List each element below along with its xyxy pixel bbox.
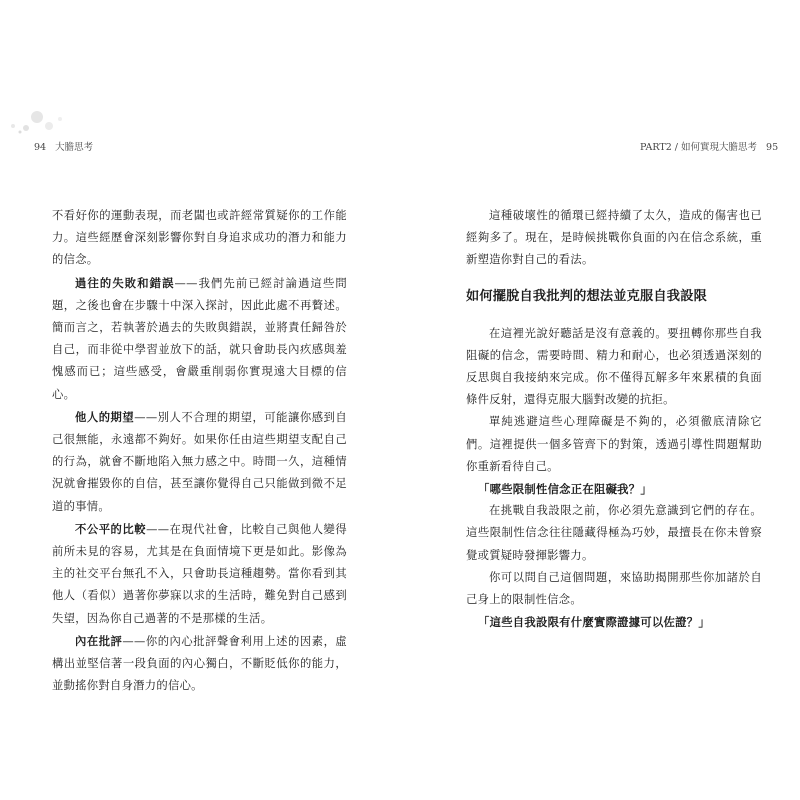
paragraph [52,630,347,698]
paragraph-keyword: 不公平的比較 [75,521,147,536]
left-page-body [52,205,347,697]
paragraph-keyword: 內在批評 [75,633,123,648]
left-page-number: 94 [34,142,47,153]
paragraph: 你可以問自己這個問題，來協助揭開那些你加諸於自己身上的限制性信念。 [466,570,762,607]
paragraph-keyword: 過往的失敗和錯誤 [75,275,175,290]
paragraph-text: ——我們先前已經討論過這些問題，之後也會在步驟十中深入探討，因此此處不再贅述。簡而言之，若執著於過去的失敗與錯誤，並將責任歸咎於自己，而非從中學習並放下的話，就只會助長內疚感與羞愧感而已；這些感受，會嚴重削弱你實現遠大目標的信心。 [52,276,348,401]
paragraph [52,518,347,630]
guiding-question: 「哪些限制性信念正在阻礙我？」 [478,482,652,497]
guiding-question: 「這些自我設限有什麼實際證據可以佐證？」 [478,615,710,630]
left-book-title: 大膽思考 [55,142,94,153]
section-heading: 如何擺脫自我批判的想法並克服自我設限 [466,288,707,304]
left-running-header [34,139,93,153]
paragraph: 在挑戰自我設限之前，你必須先意識到它們的存在。這些限制性信念往往隱藏得極為巧妙，最擅長在你未曾察覺或質疑時發揮影響力。 [466,504,762,562]
paragraph-keyword: 他人的期望 [75,409,135,424]
right-chapter-title: PART2 / 如何實現大膽思考 [640,142,757,153]
paragraph-text: ——別人不合理的期望，可能讓你感到自己很無能，永遠都不夠好。如果你任由這些期望支配自己的行為，就會不斷地陷入無力感之中。時間一久，這種情況就會摧毀你的自信，甚至讓你覺得自己只能做到微不足道的事情。 [52,410,347,513]
paragraph [52,406,347,518]
paragraph: 不看好你的運動表現，而老闆也或許經常質疑你的工作能力。這些經歷會深刻影響你對自身追求成功的潛力和能力的信念。 [52,209,347,267]
paragraph-text: ——在現代社會，比較自己與他人變得前所未見的容易，尤其是在負面情境下更是如此。影像為主的社交平台無孔不入，只會助長這種趨勢。當你看到其他人（看似）過著你夢寐以求的生活時，難免對自己感到失望，因為你自己過著的不是那樣的生活。 [52,522,347,625]
paragraph: 這種破壞性的循環已經持續了太久，造成的傷害也已經夠多了。現在，是時候挑戰你負面的內在信念系統，重新塑造你對自己的看法。 [466,209,762,267]
decorative-dots [0,0,90,150]
paragraph-text: ——你的內心批評聲會利用上述的因素，虛構出並堅信著一段負面的內心獨白，不斷貶低你的能力，並動搖你對自身潛力的信心。 [52,634,348,693]
right-page-body [466,205,762,633]
paragraph: 在這裡光說好聽話是沒有意義的。要扭轉你那些自我阻礙的信念，需要時間、精力和耐心，也必須透過深刻的反思與自我接納來完成。你不僅得瓦解多年來累積的負面條件反射，還得克服大腦對改變的抗拒。 [466,326,762,407]
paragraph [52,272,347,406]
paragraph: 單純逃避這些心理障礙是不夠的，必須徹底清除它們。這裡提供一個多管齊下的對策，透過引導性問題幫助你重新看待自己。 [466,415,762,473]
right-page-number: 95 [766,142,779,153]
right-running-header [640,139,778,153]
